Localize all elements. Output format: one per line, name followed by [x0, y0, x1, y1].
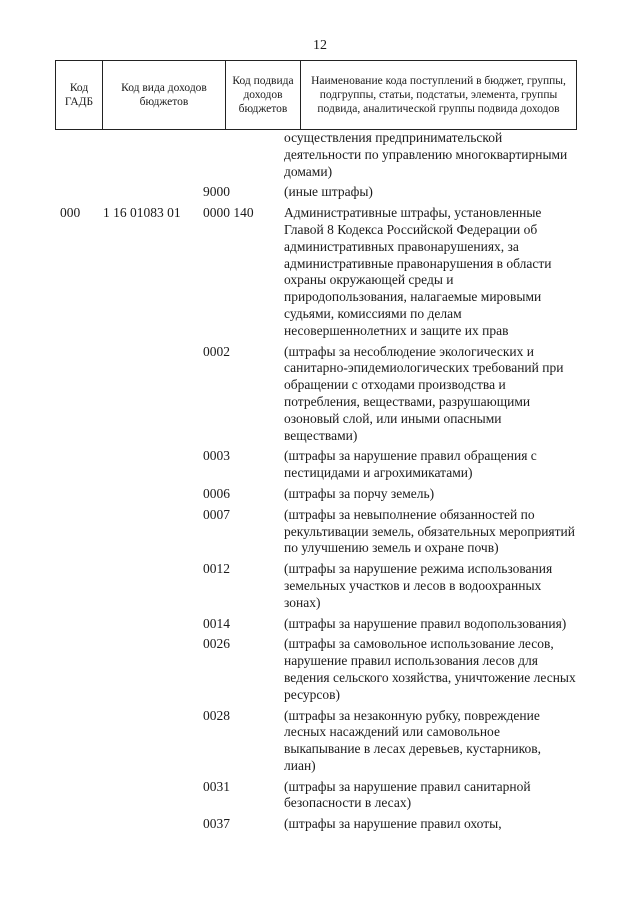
- header-kvd: Код вида доходов бюджетов: [103, 61, 226, 130]
- table-body: [0, 130, 640, 833]
- cell-name: (штрафы за невыполнение обязанностей по рекультивации земель, обязательных мероприятий по улучшению земель и охране почв): [284, 506, 575, 556]
- cell-podvid: 0012: [203, 561, 230, 577]
- cell-name: (штрафы за порчу земель): [284, 485, 435, 501]
- cell-name: (штрафы за нарушение правил обращения с пестицидами и агрохимикатами): [284, 448, 537, 481]
- cell-podvid: 0002: [203, 343, 230, 359]
- cell-name: Административные штрафы, установленные Главой 8 Кодекса Российской Федерации об административных правонарушениях, за административные правонарушения в области охраны окружающей среды и природопользования, налагаемые мировыми судьями, комиссиями по делам несовершеннолетних и защите их прав: [284, 205, 552, 338]
- cell-name: (штрафы за нарушение режима использования земельных участков и лесов в водоохранных зонах): [284, 561, 553, 610]
- table-row: [0, 636, 640, 703]
- cell-podvid: 0000 140: [203, 205, 254, 221]
- cell-gadb: 000: [60, 205, 81, 221]
- table-row: [0, 205, 640, 339]
- cell-name: (штрафы за несоблюдение экологических и санитарно-эпидемиологических требований при обращении с отходами производства и потребления, веществами, разрушающими озоновый слой, или иными опасными веществами): [284, 343, 564, 443]
- table-row: [0, 561, 640, 611]
- cell-name: (штрафы за нарушение правил охоты,: [284, 816, 502, 832]
- cell-name: (штрафы за нарушение правил санитарной безопасности в лесах): [284, 778, 531, 811]
- table-row: [0, 184, 640, 201]
- header-gadb: Код ГАДБ: [56, 61, 103, 130]
- table-row: [0, 816, 640, 833]
- header-podvid: Код подвида доходов бюджетов: [226, 61, 301, 130]
- header-name: Наименование кода поступлений в бюджет, группы, подгруппы, статьи, подстатьи, элемента, группы подвида, аналитической группы подвида доходов: [301, 61, 577, 130]
- table-row: [0, 130, 640, 180]
- cell-podvid: 0006: [203, 485, 230, 501]
- cell-podvid: 0014: [203, 615, 230, 631]
- cell-name: осуществления предпринимательской деятельности по управлению многоквартирными домами): [284, 130, 568, 179]
- table-row: [0, 486, 640, 503]
- cell-kvd: 1 16 01083 01: [103, 205, 181, 221]
- cell-name: (иные штрафы): [284, 184, 373, 200]
- table-row: [0, 616, 640, 633]
- cell-name: (штрафы за нарушение правил водопользования): [284, 615, 567, 631]
- cell-podvid: 0037: [203, 816, 230, 832]
- cell-name: (штрафы за незаконную рубку, повреждение лесных насаждений или самовольное выкапывание в лесах деревьев, кустарников, лиан): [284, 707, 541, 773]
- cell-podvid: 0028: [203, 707, 230, 723]
- cell-podvid: 0031: [203, 778, 230, 794]
- table-row: [0, 708, 640, 775]
- table-row: [0, 448, 640, 482]
- table-row: [0, 344, 640, 445]
- cell-podvid: 9000: [203, 184, 230, 200]
- page-number: 12: [313, 38, 327, 53]
- table-header: [55, 60, 577, 130]
- cell-podvid: 0003: [203, 448, 230, 464]
- cell-podvid: 0007: [203, 506, 230, 522]
- cell-podvid: 0026: [203, 636, 230, 652]
- table-row: [0, 507, 640, 557]
- cell-name: (штрафы за самовольное использование лесов, нарушение правил использования лесов для ведения сельского хозяйства, уничтожение лесных ресурсов): [284, 636, 576, 702]
- table-row: [0, 779, 640, 813]
